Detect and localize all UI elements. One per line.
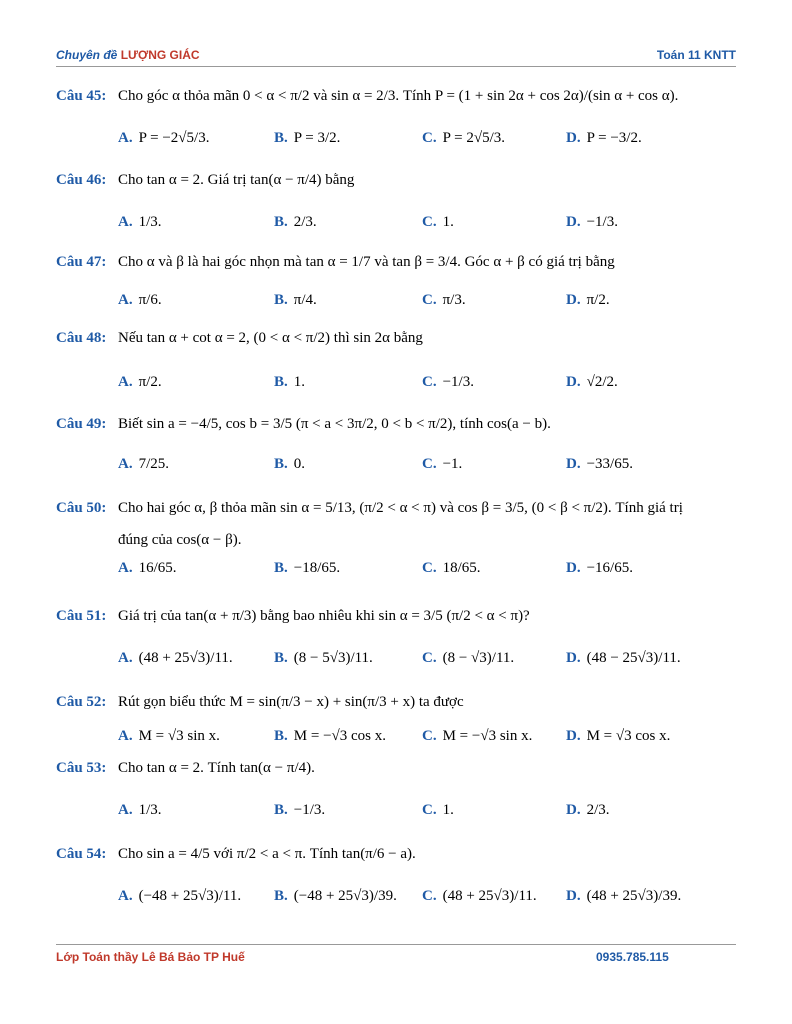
option-value: P = 2√5/3. xyxy=(442,130,505,146)
option-value: π/2. xyxy=(586,292,610,308)
question-number: Câu 50: xyxy=(56,500,107,516)
answer-option[interactable] xyxy=(118,372,162,392)
option-key: D. xyxy=(566,728,581,744)
option-value: (−48 + 25√3)/39. xyxy=(293,888,397,904)
answer-option[interactable] xyxy=(422,558,481,578)
answer-option[interactable] xyxy=(422,726,532,746)
option-key: A. xyxy=(118,802,133,818)
question-text: Biết sin a = −4/5, cos b = 3/5 (π < a < 3π/2, 0 < b < π/2), tính cos(a − b). xyxy=(118,416,551,432)
answer-option[interactable] xyxy=(566,558,633,578)
answer-option[interactable] xyxy=(422,372,474,392)
answer-option[interactable] xyxy=(274,454,305,474)
question-number: Câu 46: xyxy=(56,172,107,188)
option-key: A. xyxy=(118,888,133,904)
question xyxy=(56,844,736,904)
option-key: B. xyxy=(274,888,288,904)
option-key: D. xyxy=(566,130,581,146)
answer-option[interactable] xyxy=(274,372,305,392)
answer-option[interactable] xyxy=(274,558,340,578)
option-key: B. xyxy=(274,214,288,230)
option-value: P = 3/2. xyxy=(293,130,341,146)
answer-option[interactable] xyxy=(274,726,386,746)
answer-option[interactable] xyxy=(274,128,340,148)
answer-option[interactable] xyxy=(118,128,209,148)
question-text: Nếu tan α + cot α = 2, (0 < α < π/2) thì sin 2α bằng xyxy=(118,330,423,346)
option-key: D. xyxy=(566,456,581,472)
option-value: π/4. xyxy=(293,292,317,308)
answer-option[interactable] xyxy=(566,800,610,820)
footer-rule xyxy=(56,944,736,945)
option-key: A. xyxy=(118,728,133,744)
question xyxy=(56,498,736,576)
answer-option[interactable] xyxy=(118,290,162,310)
option-key: A. xyxy=(118,292,133,308)
option-key: D. xyxy=(566,802,581,818)
option-key: C. xyxy=(422,888,437,904)
option-key: A. xyxy=(118,650,133,666)
answer-option[interactable] xyxy=(422,886,537,906)
answer-option[interactable] xyxy=(422,128,505,148)
option-value: 16/65. xyxy=(138,560,177,576)
option-value: −1/3. xyxy=(442,374,474,390)
option-value: −1. xyxy=(442,456,463,472)
answer-option[interactable] xyxy=(118,212,162,232)
option-key: C. xyxy=(422,802,437,818)
option-key: C. xyxy=(422,374,437,390)
option-value: P = −3/2. xyxy=(586,130,642,146)
option-value: (48 + 25√3)/11. xyxy=(442,888,537,904)
option-key: A. xyxy=(118,214,133,230)
question-text: Cho góc α thỏa mãn 0 < α < π/2 và sin α = 2/3. Tính P = (1 + sin 2α + cos 2α)/(sin α + cos α). xyxy=(118,88,679,104)
header-left xyxy=(56,48,200,62)
option-key: A. xyxy=(118,560,133,576)
header-prefix: Chuyên đề xyxy=(56,48,121,62)
question xyxy=(56,252,736,308)
question-text: Cho tan α = 2. Tính tan(α − π/4). xyxy=(118,760,315,776)
option-value: −18/65. xyxy=(293,560,341,576)
question-number: Câu 47: xyxy=(56,254,107,270)
option-value: π/6. xyxy=(138,292,162,308)
option-value: −1/3. xyxy=(293,802,326,818)
option-key: C. xyxy=(422,214,437,230)
option-value: 7/25. xyxy=(138,456,170,472)
question xyxy=(56,86,736,146)
option-key: D. xyxy=(566,650,581,666)
answer-option[interactable] xyxy=(118,886,241,906)
option-key: B. xyxy=(274,650,288,666)
option-value: 18/65. xyxy=(442,560,481,576)
option-value: 1/3. xyxy=(138,802,162,818)
footer-phone: 0935.785.115 xyxy=(596,950,669,964)
option-value: −16/65. xyxy=(586,560,633,576)
answer-option[interactable] xyxy=(118,726,220,746)
option-key: D. xyxy=(566,560,581,576)
question-text: Rút gọn biểu thức M = sin(π/3 − x) + sin(π/3 + x) ta được xyxy=(118,694,464,710)
option-value: 1/3. xyxy=(138,214,162,230)
option-key: A. xyxy=(118,130,133,146)
option-value: π/2. xyxy=(138,374,162,390)
option-key: A. xyxy=(118,374,133,390)
option-key: B. xyxy=(274,374,288,390)
option-value: 1. xyxy=(442,802,454,818)
page-footer xyxy=(56,950,736,968)
option-value: −33/65. xyxy=(586,456,633,472)
question-text: Cho hai góc α, β thỏa mãn sin α = 5/13, (π/2 < α < π) và cos β = 3/5, (0 < β < π/2). Tính giá trị xyxy=(118,500,683,516)
option-value: 1. xyxy=(293,374,306,390)
answer-option[interactable] xyxy=(566,886,681,906)
option-value: M = √3 sin x. xyxy=(138,728,220,744)
option-value: π/3. xyxy=(442,292,466,308)
answer-option[interactable] xyxy=(274,290,317,310)
option-key: B. xyxy=(274,560,288,576)
question-number: Câu 49: xyxy=(56,416,107,432)
option-value: (−48 + 25√3)/11. xyxy=(138,888,242,904)
question xyxy=(56,606,736,666)
option-value: P = −2√5/3. xyxy=(138,130,210,146)
header-topic: LƯỢNG GIÁC xyxy=(120,48,200,62)
option-value: 1. xyxy=(442,214,454,230)
option-key: C. xyxy=(422,560,437,576)
option-value: M = −√3 cos x. xyxy=(293,728,386,744)
option-value: (8 − 5√3)/11. xyxy=(293,650,373,666)
footer-left: Lớp Toán thầy Lê Bá Bảo TP Huế xyxy=(56,950,245,964)
answer-option[interactable] xyxy=(118,648,233,668)
option-key: C. xyxy=(422,728,437,744)
option-value: 2/3. xyxy=(293,214,317,230)
answer-option[interactable] xyxy=(566,128,642,148)
answer-option[interactable] xyxy=(566,726,670,746)
option-key: D. xyxy=(566,292,581,308)
option-key: B. xyxy=(274,130,288,146)
answer-option[interactable] xyxy=(422,290,466,310)
option-value: −1/3. xyxy=(586,214,618,230)
question xyxy=(56,758,736,818)
header-right: Toán 11 KNTT xyxy=(656,48,736,62)
answer-option[interactable] xyxy=(274,800,325,820)
option-value: 2/3. xyxy=(586,802,610,818)
answer-option[interactable] xyxy=(422,648,514,668)
answer-option[interactable] xyxy=(118,800,162,820)
question-number: Câu 52: xyxy=(56,694,107,710)
question-text: Cho tan α = 2. Giá trị tan(α − π/4) bằng xyxy=(118,172,355,188)
option-value: M = √3 cos x. xyxy=(586,728,671,744)
answer-option[interactable] xyxy=(422,800,454,820)
question-number: Câu 45: xyxy=(56,88,107,104)
option-value: M = −√3 sin x. xyxy=(442,728,533,744)
option-key: B. xyxy=(274,292,288,308)
answer-option[interactable] xyxy=(566,372,618,392)
question xyxy=(56,328,736,390)
option-key: D. xyxy=(566,888,581,904)
question-text: Cho sin a = 4/5 với π/2 < a < π. Tính tan(π/6 − a). xyxy=(118,846,416,862)
question-text-continued: đúng của cos(α − β). xyxy=(118,532,242,548)
answer-option[interactable] xyxy=(566,212,618,232)
answer-option[interactable] xyxy=(422,454,462,474)
question xyxy=(56,170,736,230)
answer-option[interactable] xyxy=(274,648,373,668)
option-key: C. xyxy=(422,130,437,146)
answer-option[interactable] xyxy=(274,886,397,906)
option-key: D. xyxy=(566,214,581,230)
option-key: B. xyxy=(274,802,288,818)
question-number: Câu 51: xyxy=(56,608,107,624)
option-value: (48 − 25√3)/11. xyxy=(586,650,681,666)
answer-option[interactable] xyxy=(566,454,633,474)
answer-option[interactable] xyxy=(422,212,454,232)
option-value: (48 + 25√3)/11. xyxy=(138,650,233,666)
option-key: A. xyxy=(118,456,133,472)
option-key: C. xyxy=(422,456,437,472)
answer-option[interactable] xyxy=(118,454,169,474)
option-key: D. xyxy=(566,374,581,390)
question-number: Câu 54: xyxy=(56,846,107,862)
answer-option[interactable] xyxy=(118,558,177,578)
question xyxy=(56,414,736,472)
page-header xyxy=(56,48,736,66)
answer-option[interactable] xyxy=(566,290,610,310)
question-number: Câu 53: xyxy=(56,760,107,776)
option-value: √2/2. xyxy=(586,374,618,390)
question-number: Câu 48: xyxy=(56,330,107,346)
answer-option[interactable] xyxy=(566,648,681,668)
option-value: (8 − √3)/11. xyxy=(442,650,515,666)
option-key: C. xyxy=(422,292,437,308)
question-text: Giá trị của tan(α + π/3) bằng bao nhiêu khi sin α = 3/5 (π/2 < α < π)? xyxy=(118,608,530,624)
option-key: B. xyxy=(274,456,288,472)
option-value: (48 + 25√3)/39. xyxy=(586,888,682,904)
answer-option[interactable] xyxy=(274,212,317,232)
option-value: 0. xyxy=(293,456,306,472)
question-text: Cho α và β là hai góc nhọn mà tan α = 1/7 và tan β = 3/4. Góc α + β có giá trị bằng xyxy=(118,254,615,270)
header-rule xyxy=(56,66,736,67)
option-key: B. xyxy=(274,728,288,744)
question xyxy=(56,692,736,744)
option-key: C. xyxy=(422,650,437,666)
